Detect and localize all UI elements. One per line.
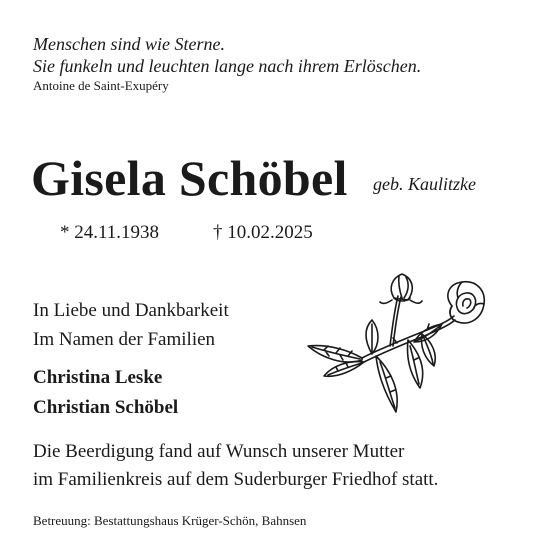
funeral-home-credit: Betreuung: Bestattungshaus Krüger-Schön, Bahnsen xyxy=(33,513,307,528)
mourning-line-1: In Liebe und Dankbarkeit xyxy=(33,300,229,321)
mourning-line-2: Im Namen der Familien xyxy=(33,329,216,350)
funeral-notice-line-2: im Familienkreis auf dem Suderburger Friedhof statt. xyxy=(33,469,439,490)
signer-name: Christian Schöbel xyxy=(33,397,179,418)
quote-author: Antoine de Saint-Exupéry xyxy=(33,78,169,93)
quote-line-1: Menschen sind wie Sterne. xyxy=(33,34,225,54)
rose-icon xyxy=(302,270,492,420)
funeral-notice-line-1: Die Beerdigung fand auf Wunsch unserer Mutter xyxy=(33,441,405,462)
signer-name: Christina Leske xyxy=(33,367,163,388)
birth-date: * 24.11.1938 xyxy=(60,222,160,243)
deceased-name: Gisela Schöbel xyxy=(31,150,348,206)
death-date: † 10.02.2025 xyxy=(213,222,313,243)
maiden-name: geb. Kaulitzke xyxy=(373,174,476,194)
quote-line-2: Sie funkeln und leuchten lange nach ihrem Erlöschen. xyxy=(33,56,422,76)
